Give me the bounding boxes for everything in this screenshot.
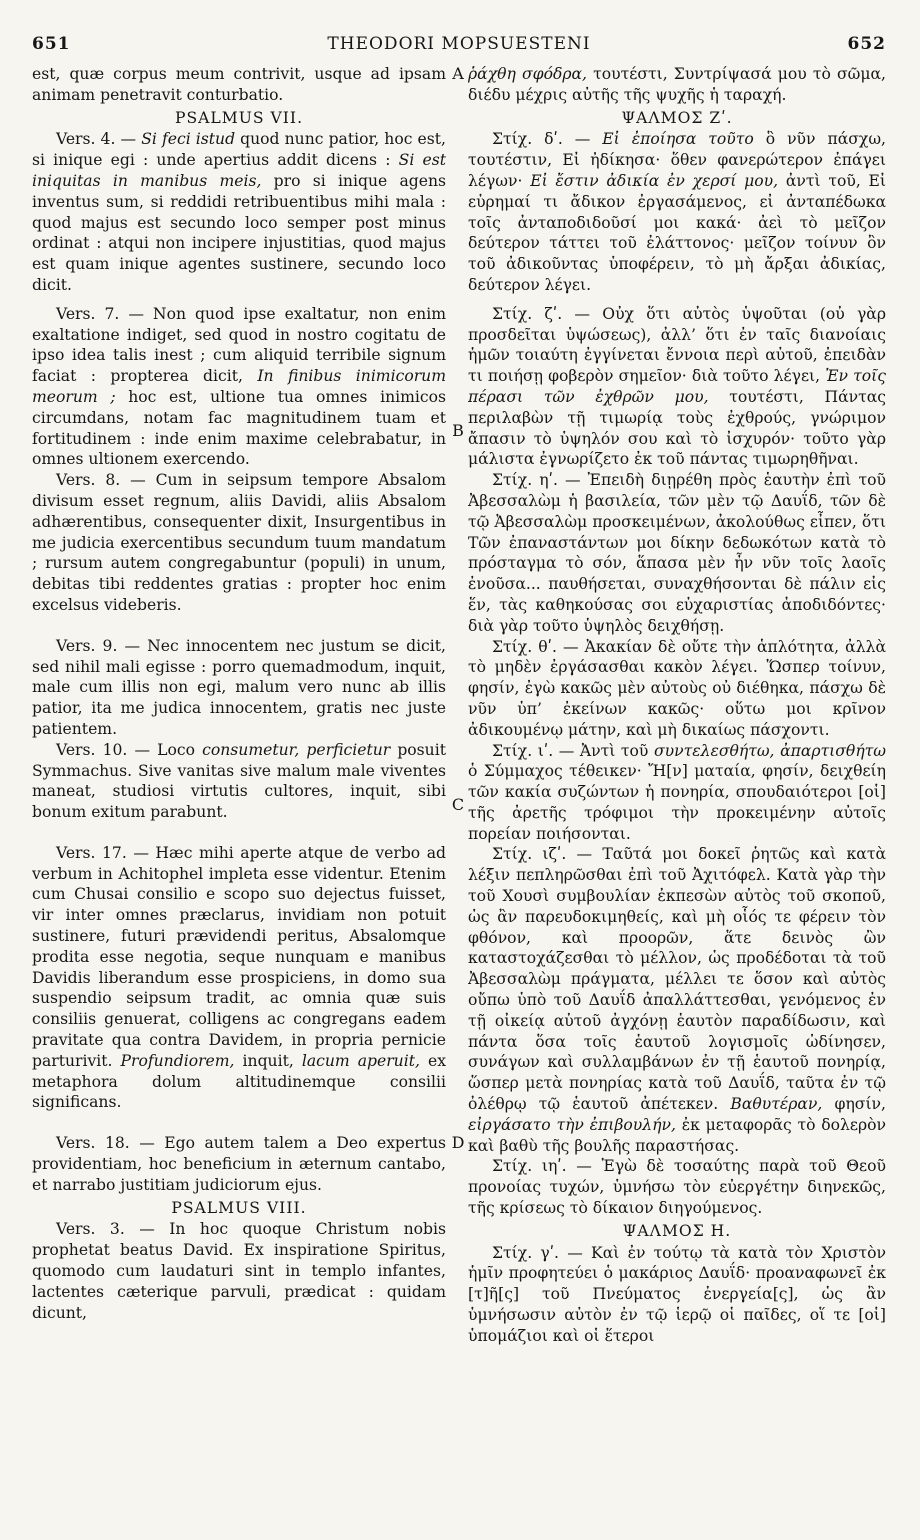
greek-verse-7 xyxy=(468,304,886,470)
greek-quote: ῥάχθη σφόδρα, xyxy=(468,65,587,83)
verse-label: Στίχ. δʹ. — xyxy=(492,130,603,149)
greek-quote: Βαθυτέραν, xyxy=(730,1095,823,1114)
greek-intro xyxy=(468,64,886,106)
greek-text: ἀντὶ τοῦ, Εἰ εὑρημαί τι ἄδικον ἐργασάμενος, εἰ ἀνταπέδωκα τοῖς ἀνταποδιδοῦσί μοι κακά· ἀεὶ τὸ μεῖζον δεύτερον τάττει τοῦ ἐλάττονος· μεῖζον τοίνυν ὂν τοῦ ἀδικοῦντας ὑποφέρειν, τὸ μὴ ἄρξαι ἀδικίας, δεύτερον λέγει. xyxy=(468,171,886,294)
greek-verse-10 xyxy=(468,741,886,845)
greek-verse-18: Στίχ. ιηʹ. — Ἐγὼ δὲ τοσαύτης παρὰ τοῦ Θεοῦ προνοίας τυχών, ὑμνήσω τὸν εὐεργέτην διηνεκῶς, τῆς κρίσεως τὸ δίκαιον διηγούμενος. xyxy=(468,1157,886,1218)
page-header xyxy=(32,34,886,60)
latin-text: ex metaphora dolum altitudinemque consilii significans. xyxy=(32,1051,446,1112)
greek-text: Στίχ. ιʹ. — Ἀντὶ τοῦ xyxy=(492,741,654,760)
greek-psalm8-title: ΨΑΛΜΟΣ Η. xyxy=(622,1221,732,1240)
greek-text: τουτέστι, Συντρίψασά μου τὸ σῶμα, διέδυ μέχρις αὐτῆς τῆς ψυχῆς ἡ ταραχή. xyxy=(468,65,886,104)
latin-verse-9: Vers. 9. — Nec innocentem nec justum se dicit, sed nihil mali egisse : porro quemadmodum, inquit, male cum illis non egi, malum vero nunc ab illis patior, ita me judica innocentem, gratis nec juste patientem. xyxy=(32,636,446,738)
latin-text: Vers. 17. — Hæc mihi aperte atque de verbo ad verbum in Achitophel impleta esse videntur. Etenim cum Chusai consilio e scopo suo dejectus fuisset, vir inter omnes præclarus, invidiam non potuit sustinere, futuri prævidendi peritus, Absalomque prodita esse negotia, seque nunquam e manibus Davidis liberandum esse prospiciens, in domo sua suspendio seipsum tradit, ac omnia quæ suis consiliis genuerat, colligens ac congregans eadem pravitate qua contra Davidem, in propria pernicie parturivit. xyxy=(32,843,446,1070)
verse-label: Vers. 4. — xyxy=(56,130,142,149)
latin-verse-10 xyxy=(32,740,446,823)
margin-letter-b: B xyxy=(452,421,464,440)
latin-psalm8-title: PSALMUS VIII. xyxy=(171,1198,307,1217)
greek-text: Στίχ. ιζʹ. — Ταῦτά μοι δοκεῖ ῥητῶς καὶ κατὰ λέξιν πεπληρῶσθαι ἐπὶ τοῦ Ἀχιτόφελ. Κατὰ γὰρ τὴν τοῦ Χουσὶ συμβουλίαν ἐκπεσὼν αὐτὸς τοῦ σκοποῦ, ὡς ἂν παρευδοκιμηθείς, καὶ μὴ οἷός τε φέρειν τὸν φθόνον, καὶ προορῶν, ἅτε δεινὸς ὢν καταστοχάζεσθαι τὸ μέλλον, ὡς προδέδοται τὰ τοῦ Ἀβεσσαλὼμ πράγματα, μέλλει τε ὅσον καὶ αὐτὸς οὔπω ὑπὸ τοῦ Δαυΐδ ἀπαλλάττεσθαι, γενόμενος ἐν τῇ οἰκείᾳ αὐτοῦ ἀγχόνῃ ἑαυτὸν παραδίδωσιν, καὶ πάντα ὅσα τοῖς ἑαυτοῦ λογισμοῖς ὠδίνησεν, συνάγων καὶ συλλαμβάνων ἐν τῇ ἑαυτοῦ πονηρίᾳ, ὥσπερ μετὰ πονηρίας κατὰ τοῦ Δαυΐδ, ταῦτα ἐν τῷ ὀλέθρῳ τῷ ἑαυτοῦ ἀπέτεκεν. xyxy=(468,845,886,1114)
latin-verse-7 xyxy=(32,304,446,470)
greek-quote: Εἰ ἔστιν ἀδικία ἐν χερσί μου, xyxy=(530,171,779,190)
page-number-right: 652 xyxy=(847,34,886,54)
greek-text: ὃ νῦν πάσχω, τουτέστιν, Εἰ ἠδίκησα· ὅθεν φανερώτερον ἐπάγει λέγων· xyxy=(468,130,886,190)
latin-verse-3: Vers. 3. — In hoc quoque Christum nobis prophetat beatus David. Ex inspiratione Spiritus, quomodo cum laudaturi sint in templo infantes, lactentes cæterique parvuli, prædicat : quidam dicunt, xyxy=(32,1220,446,1322)
latin-text: pro si inique agens inventus sum, si reddidi retribuentibus mihi mala : quod majus est secundo loco semper post minus ordinat : atqui non incipere injustitias, quod majus est quam inique agentes sustinere, secundo loco dicit. xyxy=(32,171,446,294)
greek-text: ὁ Σύμμαχος τέθεικεν· Ἤ[ν] ματαία, φησίν, δειχθείη τῶν κακία συζώντων ἡ πονηρία, σπουδαιότεροι [οἱ] τῆς ἀρετῆς τρόφιμοι τὴν προκειμένην αὐτοῖς πορείαν ποιήσονται. xyxy=(468,762,886,843)
latin-text: posuit Symmachus. Sive vanitas sive malum male viventes maneat, studiosi virtutis cultores, inquit, sibi bonum exitum parabunt. xyxy=(32,740,446,822)
latin-text: inquit, xyxy=(234,1051,302,1070)
greek-text: τουτέστι, Πάντας περιλαβὼν τῇ τιμωρίᾳ τοὺς ἐχθρούς, γνώριμον ἄπασιν τὸ ὑψηλόν σου καὶ τὸ ἰσχυρόν· τοῦτο γὰρ μάλιστα ἐγνωρίζετο ἐκ τοῦ πάντας τιμωρηθῆναι. xyxy=(468,387,886,469)
margin-letter-a: A xyxy=(452,64,464,83)
greek-column xyxy=(468,64,886,1528)
greek-psalm7-title: ΨΑΛΜΟΣ Ζʹ. xyxy=(621,108,733,127)
latin-verse-4 xyxy=(32,129,446,295)
greek-quote: Εἰ ἐποίησα τοῦτο xyxy=(602,130,754,149)
greek-text: φησίν, xyxy=(822,1095,886,1114)
greek-verse-8: Στίχ. ηʹ. — Ἐπειδὴ διῃρέθη πρὸς ἑαυτὴν ἐπὶ τοῦ Ἀβεσσαλὼμ ἡ βασιλεία, τῶν μὲν τῷ Δαυΐδ, τῶν δὲ τῷ Ἀβεσσαλὼμ προσκειμένων, ἀκολούθως εἶπεν, ὅτι Τῶν ἐπαναστάντων μοι δίκην δεδωκότων κατὰ τὸ πρόσταγμα τὸ σόν, ἅπασα μὲν ἦν νῦν τοῖς λαοῖς ἐνοῦσα... παυθήσεται, συναχθήσονται δὲ πάλιν εἰς ἕν, τὰς καθηκούσας σοι εὐχαριστίας ἀποδιδόντες· διὰ γὰρ τοῦτο ὑψηλὸς δειχθήσῃ. xyxy=(468,471,886,635)
latin-quote: lacum aperuit, xyxy=(301,1051,420,1070)
greek-quote: εἰργάσατο τὴν ἐπιβουλήν, xyxy=(468,1115,676,1134)
latin-intro: est, quæ corpus meum contrivit, usque ad ipsam animam penetravit conturbatio. xyxy=(32,65,446,104)
latin-quote: In finibus inimicorum meorum ; xyxy=(32,367,446,406)
margin-letter-d: D xyxy=(451,1133,465,1152)
latin-quote: Si feci istud xyxy=(141,130,236,149)
margin-letter-c: C xyxy=(451,795,465,814)
latin-quote: consumetur, perficietur xyxy=(202,740,391,759)
page-number-left: 651 xyxy=(32,34,71,54)
greek-text: ἐκ μεταφορᾶς τὸ δολερὸν καὶ βαθὺ τῆς βουλῆς παραστήσας. xyxy=(468,1115,886,1155)
latin-text: Vers. 7. — Non quod ipse exaltatur, non enim exaltatione indiget, sed quod in nostro cogitatu de ipso idea talis inest ; cum aliquid terribile signum faciat : propterea dicit, xyxy=(32,304,446,386)
latin-verse-18: Vers. 18. — Ego autem talem a Deo expertus providentiam, hoc beneficium in æternum cantabo, et narrabo justitiam judiciorum ejus. xyxy=(32,1134,446,1194)
latin-psalm7-title: PSALMUS VII. xyxy=(174,108,304,127)
greek-verse-17 xyxy=(468,844,886,1156)
greek-quote: συντελεσθήτω, ἀπαρτισθήτω xyxy=(653,741,886,760)
greek-text: Στίχ. ζʹ. — Οὐχ ὅτι αὐτὸς ὑψοῦται (οὐ γὰρ προσδεῖται ὑψώσεως), ἀλλ’ ὅτι ἐν ταῖς διανοίαις ἡμῶν τοιαύτη ἐγγίνεται ἔννοια περὶ αὐτοῦ, ἐπειδὰν τι ποιήσῃ φοβερὸν σημεῖον· διὰ τοῦτο λέγει, xyxy=(468,304,886,386)
latin-text: Vers. 10. — Loco xyxy=(56,740,203,759)
latin-verse-17 xyxy=(32,843,446,1113)
latin-text: hoc est, ultione tua omnes inimicos circumdans, notam fac magnitudinem tuam et fortitudinem : inde enim maxime celebrabatur, in omnes ultionem exercendo. xyxy=(32,387,446,469)
running-title: THEODORI MOPSUESTENI xyxy=(327,34,591,54)
greek-quote: Ἐν τοῖς πέρασι τῶν ἐχθρῶν μου, xyxy=(468,367,886,406)
latin-quote: Si est iniquitas in manibus meis, xyxy=(32,151,446,190)
latin-text: quod nunc patior, hoc est, si inique egi : unde apertius addit dicens : xyxy=(32,130,446,170)
latin-quote: Profundiorem, xyxy=(120,1051,235,1070)
greek-verse-9: Στίχ. θʹ. — Ἀκακίαν δὲ οὔτε τὴν ἁπλότητα, ἀλλὰ τὸ μηδὲν ἐργάσασθαι κακὸν λέγει. Ὥσπερ τοίνυν, φησίν, ἐγὼ κακῶς μὲν αὐτοὺς οὐ διέθηκα, πάσχω δὲ νῦν ὑπ’ ἐκείνων κακῶς· οὕτω μοι κρῖνον ἀδικουμένῳ μάτην, καὶ μὴ δικαίως πάσχοντι. xyxy=(468,637,886,739)
latin-verse-8: Vers. 8. — Cum in seipsum tempore Absalom divisum esset regnum, aliis Davidi, aliis Absalom adhærentibus, consequenter dixit, Insurgentibus in me judicia exercentibus secundum tuum mandatum ; rursum autem congregabuntur (populi) in unum, debitas tibi reddentes gratias : propter hoc enim excelsus videberis. xyxy=(32,471,446,614)
greek-verse-4 xyxy=(468,129,886,295)
greek-verse-3: Στίχ. γʹ. — Καὶ ἐν τούτῳ τὰ κατὰ τὸν Χριστὸν ἡμῖν προφητεύει ὁ μακάριος Δαυΐδ· προαναφωνεῖ ἐκ [τ]ῆ[ς] τοῦ Πνεύματος ἐνεργεία[ς], ὡς ἂν ὑμνήσωσιν αὐτὸν ἐν τῷ ἱερῷ οἱ παῖδες, οἵ τε [οἱ] ὑπομάζιοι καὶ οἱ ἕτεροι xyxy=(468,1243,886,1345)
latin-column xyxy=(32,64,446,1528)
